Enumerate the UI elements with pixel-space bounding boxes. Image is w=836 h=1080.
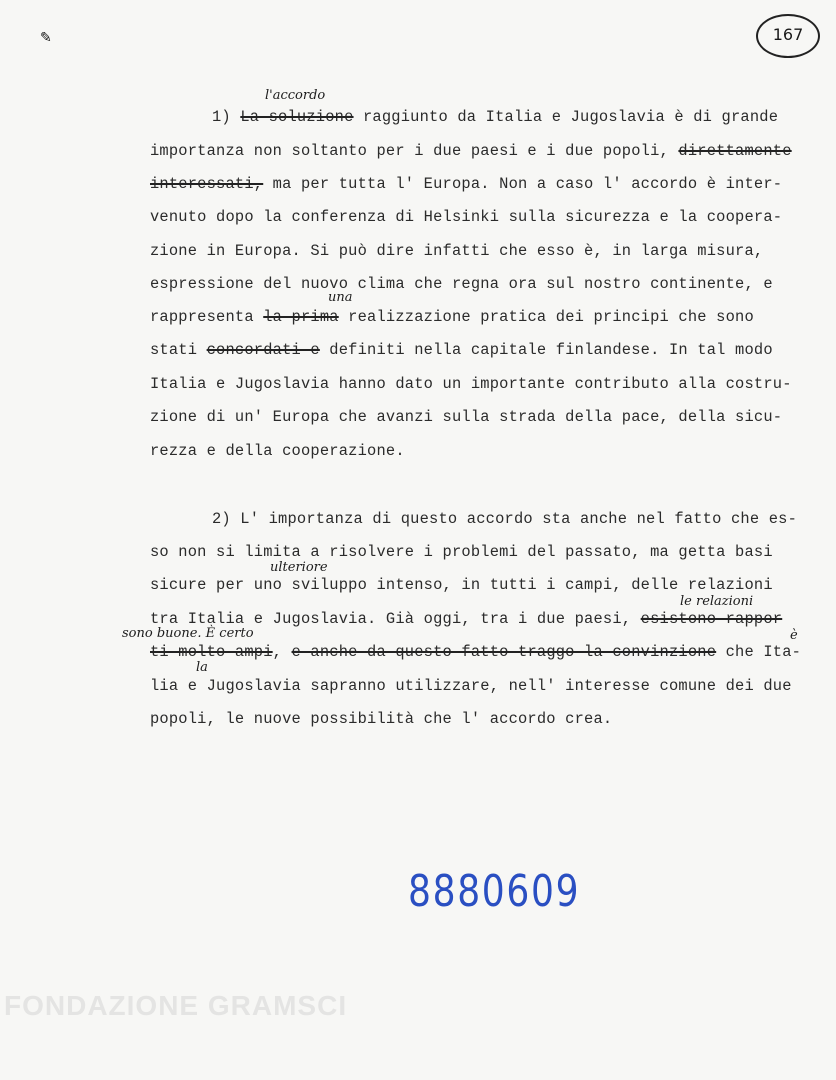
para1-line3 [150,173,782,195]
struck-text: interessati, [150,175,264,193]
para1-line8 [150,339,773,361]
typed-text: importanza non soltanto per i due paesi e i due popoli, [150,142,679,160]
struck-text: e anche da questo fatto traggo la convinzione [291,643,717,661]
para2-line5 [150,641,801,663]
typed-text: , [272,643,292,661]
para2-line1: 2) L' importanza di questo accordo sta anche nel fatto che es- [212,510,798,528]
struck-text: direttamente [678,142,792,160]
typed-text: stati [150,341,207,359]
para1-number: 1) [212,108,241,126]
pen-mark-icon: ✎ [40,30,52,46]
handwritten-accordo: l'accordo [265,88,326,103]
page-number-circle [756,14,820,58]
struck-text: la prima [263,308,339,326]
para1-line2 [150,140,792,162]
typed-text: realizzazione pratica dei principi che sono [338,308,754,326]
para2-line3: sicure per uno sviluppo intenso, in tutti i campi, delle relazioni [150,576,773,594]
para1-line4: venuto dopo la conferenza di Helsinki sulla sicurezza e la coopera- [150,208,783,226]
handwritten-sono-buone: sono buone. È certo [122,626,254,641]
handwritten-una: una [328,290,353,305]
para1-line9: Italia e Jugoslavia hanno dato un importante contributo alla costru- [150,375,792,393]
para1-line5: zione in Europa. Si può dire infatti che esso è, in larga misura, [150,242,764,260]
para2-line6: lia e Jugoslavia sapranno utilizzare, nell' interesse comune dei due [150,677,792,695]
typed-text: definiti nella capitale finlandese. In tal modo [319,341,773,359]
struck-text: La soluzione [240,108,354,126]
para1-line6: espressione del nuovo clima che regna ora sul nostro continente, e [150,275,773,293]
typed-text: raggiunto da Italia e Jugoslavia è di grande [353,108,779,126]
para1-line1 [212,106,778,128]
archive-code: 8880609 [408,866,581,917]
typed-text: tra Italia e Jugoslavia. Già oggi, tra i due paesi, [150,610,641,628]
handwritten-ulteriore: ulteriore [270,560,328,575]
para2-line7: popoli, le nuove possibilità che l' accordo crea. [150,710,613,728]
typed-text: che Ita- [716,643,802,661]
struck-text: esistono rappor [640,610,783,628]
watermark: FONDAZIONE GRAMSCI [4,990,348,1021]
typed-text: ma per tutta l' Europa. Non a caso l' accordo è inter- [263,175,783,193]
handwritten-le-relazioni: le relazioni [680,594,754,609]
para2-line2: so non si limita a risolvere i problemi del passato, ma getta basi [150,543,773,561]
struck-text: ti molto ampi [150,643,273,661]
page-number: 167 [772,25,804,44]
para1-line7 [150,306,754,328]
typed-text: rappresenta [150,308,264,326]
para1-line11: rezza e della cooperazione. [150,442,405,460]
handwritten-e-accent: è [790,628,798,643]
para1-line10: zione di un' Europa che avanzi sulla strada della pace, della sicu- [150,408,783,426]
handwritten-la: la [196,660,208,675]
struck-text: concordati e [206,341,320,359]
